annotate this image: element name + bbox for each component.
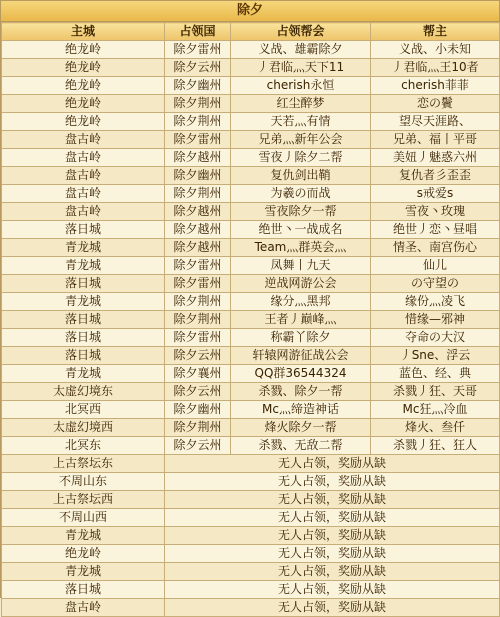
table-row [2, 167, 500, 185]
leader-cell: 绝世丿恋丶昼唱 [371, 221, 500, 239]
nation-cell: 除夕云州 [165, 347, 231, 365]
city-cell: 盘古岭 [2, 149, 165, 167]
guild-cell: 王者丿巅峰灬 [231, 311, 371, 329]
nation-cell: 除夕雷州 [165, 257, 231, 275]
nation-cell: 除夕越州 [165, 221, 231, 239]
guild-cell: 凤舞丨九天 [231, 257, 371, 275]
unoccupied-note-cell: 无人占领，奖励从缺 [165, 581, 500, 599]
nation-cell: 除夕越州 [165, 149, 231, 167]
city-cell: 盘古岭 [2, 599, 165, 617]
table-row [2, 257, 500, 275]
nation-cell: 除夕荆州 [165, 95, 231, 113]
table-row [2, 59, 500, 77]
city-cell: 绝龙岭 [2, 59, 165, 77]
table-row [2, 419, 500, 437]
nation-cell: 除夕雷州 [165, 275, 231, 293]
nation-cell: 除夕雷州 [165, 329, 231, 347]
guild-cell: 轩辕网游征战公会 [231, 347, 371, 365]
guild-cell: 红尘醉梦 [231, 95, 371, 113]
city-cell: 北冥西 [2, 401, 165, 419]
table-row [2, 239, 500, 257]
leader-cell: 情圣、南宫伤心 [371, 239, 500, 257]
table-title: 除夕 [1, 1, 499, 22]
nation-cell: 除夕幽州 [165, 77, 231, 95]
guild-cell: 复仇剑出鞘 [231, 167, 371, 185]
city-cell: 落日城 [2, 275, 165, 293]
unoccupied-note-cell: 无人占领，奖励从缺 [165, 527, 500, 545]
guild-cell: 雪夜丿除夕二帮 [231, 149, 371, 167]
city-cell: 落日城 [2, 581, 165, 599]
occupation-table [1, 22, 500, 617]
table-row-unoccupied [2, 455, 500, 473]
column-header-city: 主城 [2, 23, 165, 41]
unoccupied-note-cell: 无人占领，奖励从缺 [165, 509, 500, 527]
table-row-unoccupied [2, 491, 500, 509]
table-row [2, 437, 500, 455]
guild-cell: 义战、雄霸除夕 [231, 41, 371, 59]
city-cell: 盘古岭 [2, 203, 165, 221]
city-cell: 盘古岭 [2, 167, 165, 185]
city-cell: 青龙城 [2, 293, 165, 311]
city-cell: 太虚幻境西 [2, 419, 165, 437]
leader-cell: s戒爱s [371, 185, 500, 203]
city-cell: 不周山西 [2, 509, 165, 527]
leader-cell: 望尽天涯路、 [371, 113, 500, 131]
column-header-nation: 占领国 [165, 23, 231, 41]
guild-cell: 天若灬有情 [231, 113, 371, 131]
guild-cell: 缘分灬黑邦 [231, 293, 371, 311]
leader-cell: 夺命の大汉 [371, 329, 500, 347]
nation-cell: 除夕幽州 [165, 401, 231, 419]
guild-cell: 兄弟灬新年公会 [231, 131, 371, 149]
table-row [2, 77, 500, 95]
nation-cell: 除夕越州 [165, 203, 231, 221]
table-row [2, 149, 500, 167]
city-cell: 盘古岭 [2, 185, 165, 203]
guild-cell: 为羲の而战 [231, 185, 371, 203]
city-cell: 青龙城 [2, 365, 165, 383]
leader-cell: 惜缘—邪神 [371, 311, 500, 329]
leader-cell: 兄弟、福丨平哥 [371, 131, 500, 149]
city-cell: 绝龙岭 [2, 77, 165, 95]
city-cell: 绝龙岭 [2, 113, 165, 131]
city-cell: 上古祭坛西 [2, 491, 165, 509]
city-cell: 太虚幻境东 [2, 383, 165, 401]
guild-cell: QQ群36544324 [231, 365, 371, 383]
city-cell: 青龙城 [2, 563, 165, 581]
nation-cell: 除夕雷州 [165, 41, 231, 59]
city-cell: 落日城 [2, 221, 165, 239]
leader-cell: 烽火、叁仟 [371, 419, 500, 437]
nation-cell: 除夕云州 [165, 59, 231, 77]
city-cell: 落日城 [2, 347, 165, 365]
table-row [2, 347, 500, 365]
leader-cell: 复仇者彡歪歪 [371, 167, 500, 185]
nation-cell: 除夕幽州 [165, 167, 231, 185]
column-header-leader: 帮主 [371, 23, 500, 41]
city-cell: 北冥东 [2, 437, 165, 455]
guild-cell: 烽火除夕一帮 [231, 419, 371, 437]
table-body [2, 41, 500, 617]
nation-cell: 除夕荆州 [165, 419, 231, 437]
table-row-unoccupied [2, 473, 500, 491]
guild-cell: Mc灬缔造神话 [231, 401, 371, 419]
leader-cell: 丿君临灬王10者 [371, 59, 500, 77]
unoccupied-note-cell: 无人占领，奖励从缺 [165, 491, 500, 509]
unoccupied-note-cell: 无人占领，奖励从缺 [165, 599, 500, 617]
leader-cell: 仙儿 [371, 257, 500, 275]
table-row-unoccupied [2, 545, 500, 563]
leader-cell: 义战、小未知 [371, 41, 500, 59]
table-row [2, 311, 500, 329]
table-row [2, 41, 500, 59]
nation-cell: 除夕荆州 [165, 293, 231, 311]
table-row [2, 131, 500, 149]
table-row [2, 365, 500, 383]
city-cell: 不周山东 [2, 473, 165, 491]
guild-cell: 雪夜除夕一帮 [231, 203, 371, 221]
leader-cell: 雪夜丶玫瑰 [371, 203, 500, 221]
leader-cell: Mc狂灬冷血 [371, 401, 500, 419]
table-row-unoccupied [2, 509, 500, 527]
leader-cell: 蓝色、经、典 [371, 365, 500, 383]
city-cell: 绝龙岭 [2, 95, 165, 113]
table-row-unoccupied [2, 563, 500, 581]
leader-cell: 杀戮丿狂、天哥 [371, 383, 500, 401]
leader-cell: の守望の [371, 275, 500, 293]
city-cell: 落日城 [2, 311, 165, 329]
nation-cell: 除夕越州 [165, 239, 231, 257]
leader-cell: cherish菲菲 [371, 77, 500, 95]
leader-cell: 美妞丿魅惑六州 [371, 149, 500, 167]
nation-cell: 除夕荆州 [165, 185, 231, 203]
city-cell: 绝龙岭 [2, 41, 165, 59]
city-cell: 上古祭坛东 [2, 455, 165, 473]
guild-cell: 逆战网游公会 [231, 275, 371, 293]
city-cell: 青龙城 [2, 257, 165, 275]
column-header-guild: 占领帮会 [231, 23, 371, 41]
nation-cell: 除夕云州 [165, 383, 231, 401]
table-row-unoccupied [2, 599, 500, 617]
table-row [2, 185, 500, 203]
guild-cell: 称霸丫除夕 [231, 329, 371, 347]
table-row-unoccupied [2, 527, 500, 545]
nation-cell: 除夕云州 [165, 437, 231, 455]
leader-cell: 缘份灬凌飞 [371, 293, 500, 311]
table-row [2, 203, 500, 221]
leader-cell: 恋の鬢 [371, 95, 500, 113]
guild-cell: 杀戮、无敌二帮 [231, 437, 371, 455]
table-row [2, 275, 500, 293]
table-row [2, 113, 500, 131]
unoccupied-note-cell: 无人占领，奖励从缺 [165, 563, 500, 581]
unoccupied-note-cell: 无人占领，奖励从缺 [165, 473, 500, 491]
city-cell: 绝龙岭 [2, 545, 165, 563]
table-row [2, 401, 500, 419]
nation-cell: 除夕襄州 [165, 365, 231, 383]
table-row [2, 383, 500, 401]
guild-cell: 杀戮、除夕一帮 [231, 383, 371, 401]
nation-cell: 除夕雷州 [165, 131, 231, 149]
nation-cell: 除夕荆州 [165, 311, 231, 329]
table-row [2, 293, 500, 311]
table-row [2, 329, 500, 347]
unoccupied-note-cell: 无人占领，奖励从缺 [165, 455, 500, 473]
table-header-row [2, 23, 500, 41]
guild-cell: cherish永恒 [231, 77, 371, 95]
guild-cell: 绝世丶一战成名 [231, 221, 371, 239]
city-cell: 青龙城 [2, 527, 165, 545]
table-row [2, 95, 500, 113]
nation-cell: 除夕荆州 [165, 113, 231, 131]
leader-cell: 丿Sne、浮云 [371, 347, 500, 365]
city-cell: 青龙城 [2, 239, 165, 257]
table-row [2, 221, 500, 239]
leader-cell: 杀戮丿狂、狂人 [371, 437, 500, 455]
city-cell: 盘古岭 [2, 131, 165, 149]
guild-cell: 丿君临灬天下11 [231, 59, 371, 77]
city-cell: 落日城 [2, 329, 165, 347]
guild-cell: Team灬群英会灬 [231, 239, 371, 257]
table-row-unoccupied [2, 581, 500, 599]
unoccupied-note-cell: 无人占领，奖励从缺 [165, 545, 500, 563]
